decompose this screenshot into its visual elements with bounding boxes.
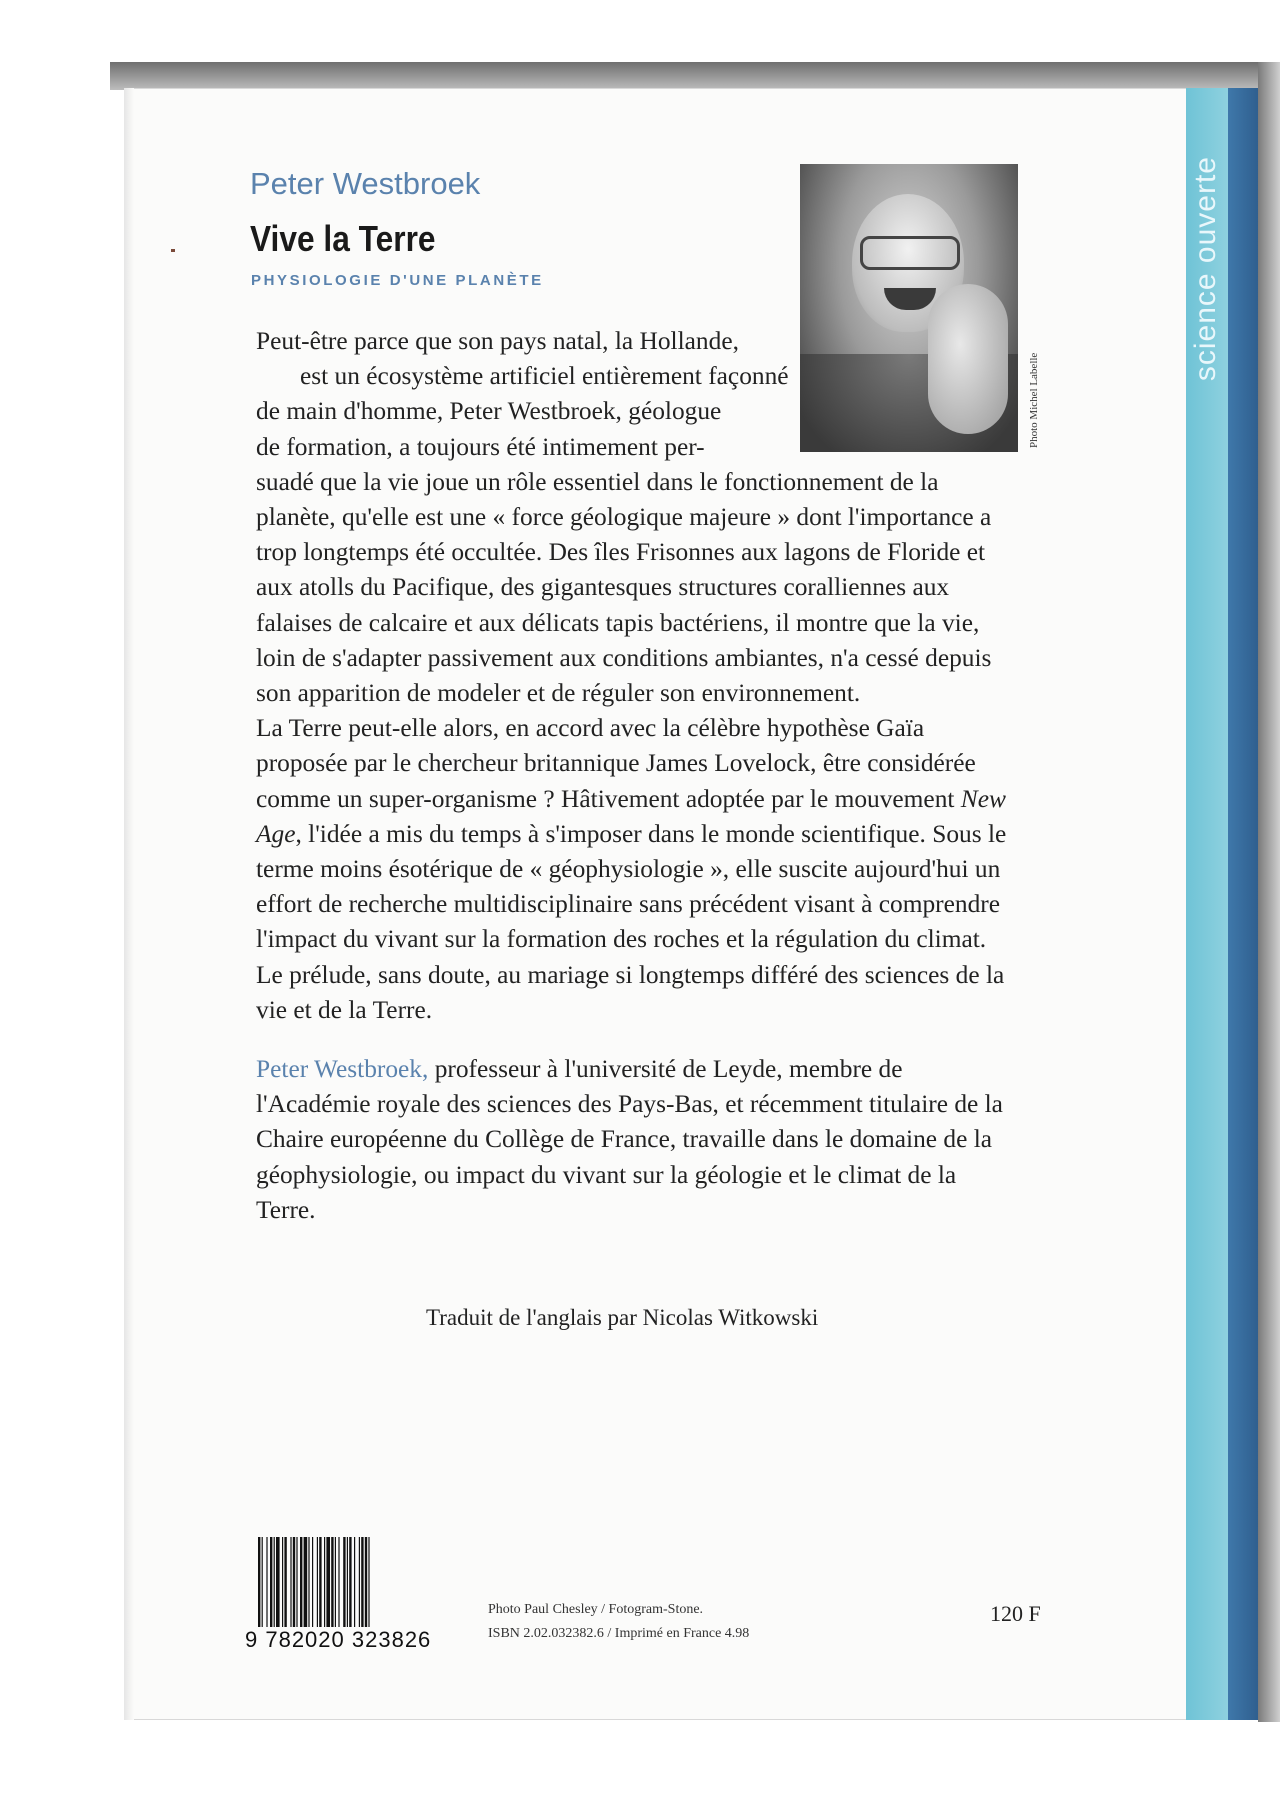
author-bio (256, 1052, 1012, 1228)
barcode-bar (300, 1537, 302, 1627)
translator-credit: Traduit de l'anglais par Nicolas Witkowski (426, 1305, 819, 1330)
blurb (256, 324, 1012, 1228)
photo-credit: Photo Michel Labelle (1028, 352, 1040, 448)
barcode-bar (282, 1537, 283, 1627)
blurb-line: est un écosystème artificiel entièrement façonné (300, 362, 789, 391)
book-title: Vive la Terre (250, 218, 436, 259)
barcode (258, 1537, 464, 1627)
barcode-bar (290, 1537, 291, 1627)
spine-dark-band (1228, 88, 1258, 1720)
isbn-line: ISBN 2.02.032382.6 / Imprimé en France 4.98 (488, 1626, 750, 1641)
bio-text: professeur à l'université de Leyde, membre de l'Académie royale des sciences des Pays-Bas, et récemment titulaire de la Chaire européenne du Collège de France, travaille dans le domaine de la géophysiologie, ou impact du vivant sur la géologie et le climat de la Terre. (256, 1055, 1003, 1224)
barcode-bar (343, 1537, 345, 1627)
barcode-bar (258, 1537, 260, 1627)
spine-series-label: science ouverte (1189, 156, 1222, 382)
blurb-line: de main d'homme, Peter Westbroek, géologue (256, 397, 722, 426)
barcode-bar (317, 1537, 318, 1627)
barcode-digits: 9 782020 323826 (245, 1627, 432, 1652)
cover-left-edge (124, 88, 134, 1720)
barcode-bar (335, 1537, 336, 1627)
blurb-paragraph-2 (256, 711, 1012, 957)
author-name: Peter Westbroek (250, 166, 481, 201)
book-subtitle: PHYSIOLOGIE D'UNE PLANÈTE (251, 272, 544, 289)
barcode-bar (274, 1537, 275, 1627)
barcode-bar (326, 1537, 330, 1627)
blurb-line: de formation, a toujours été intimement per- (256, 432, 705, 461)
barcode-bar (349, 1537, 351, 1627)
blurb-p2-before: La Terre peut-elle alors, en accord avec la célèbre hypothèse Gaïa proposée par le chercheur britannique James Lovelock, être considérée comme un super-organisme ? Hâtivement adoptée par le mouvement (256, 714, 976, 813)
barcode-bar (262, 1537, 263, 1627)
barcode-bar (266, 1537, 267, 1627)
photo-glasses-shape (860, 236, 960, 270)
print-mark (171, 249, 175, 252)
barcode-bar (368, 1537, 369, 1627)
footer-credits (488, 1598, 749, 1646)
scan-shadow-top (110, 62, 1260, 90)
blurb-line: Peut-être parce que son pays natal, la Hollande, (256, 327, 739, 355)
barcode-bar (365, 1537, 367, 1627)
barcode-bar (361, 1537, 363, 1627)
barcode-bar (293, 1537, 295, 1627)
barcode-bar (312, 1537, 313, 1627)
barcode-bar (324, 1537, 325, 1627)
barcode-bar (270, 1537, 272, 1627)
cover-photo-credit: Photo Paul Chesley / Fotogram-Stone. (488, 1602, 704, 1617)
barcode-bar (296, 1537, 297, 1627)
blurb-p2-after: , l'idée a mis du temps à s'imposer dans le monde scientifique. Sous le terme moins ésotérique de « géophysiologie », elle suscite aujourd'hui un effort de recherche multidisciplinaire sans précédent visant à comprendre l'impact du vivant sur la formation des roches et la régulation du climat. (256, 819, 1007, 954)
scan-shadow-right (1258, 62, 1280, 1722)
barcode-bar (347, 1537, 348, 1627)
blurb-p2-italic: New Age (256, 784, 1006, 848)
price: 120 F (990, 1601, 1041, 1626)
bio-author-name: Peter Westbroek, (256, 1055, 429, 1084)
barcode-bar (276, 1537, 280, 1627)
barcode-bar (319, 1537, 321, 1627)
barcode-bar (308, 1537, 309, 1627)
barcode-bar (354, 1537, 355, 1627)
barcode-bar (359, 1537, 360, 1627)
blurb-paragraph-1 (256, 324, 1012, 711)
barcode-bar (284, 1537, 286, 1627)
blurb-paragraph-3: Le prélude, sans doute, au mariage si longtemps différé des sciences de la vie et de la Terre. (256, 960, 1005, 1024)
barcode-bar (331, 1537, 333, 1627)
blurb-paragraph-1-rest: suadé que la vie joue un rôle essentiel dans le fonctionnement de la planète, qu'elle est une « force géologique majeure » dont l'importance a trop longtemps été occultée. Des îles Frisonnes aux lagons de Floride et aux atolls du Pacifique, des gigantesques structures coralliennes aux falaises de calcaire et aux délicats tapis bactériens, il montre que la vie, loin de s'adapter passivement aux conditions ambiantes, n'a cessé depuis son apparition de modeler et de réguler son environnement. (256, 467, 992, 708)
barcode-bar (304, 1537, 308, 1627)
barcode-bar (338, 1537, 339, 1627)
